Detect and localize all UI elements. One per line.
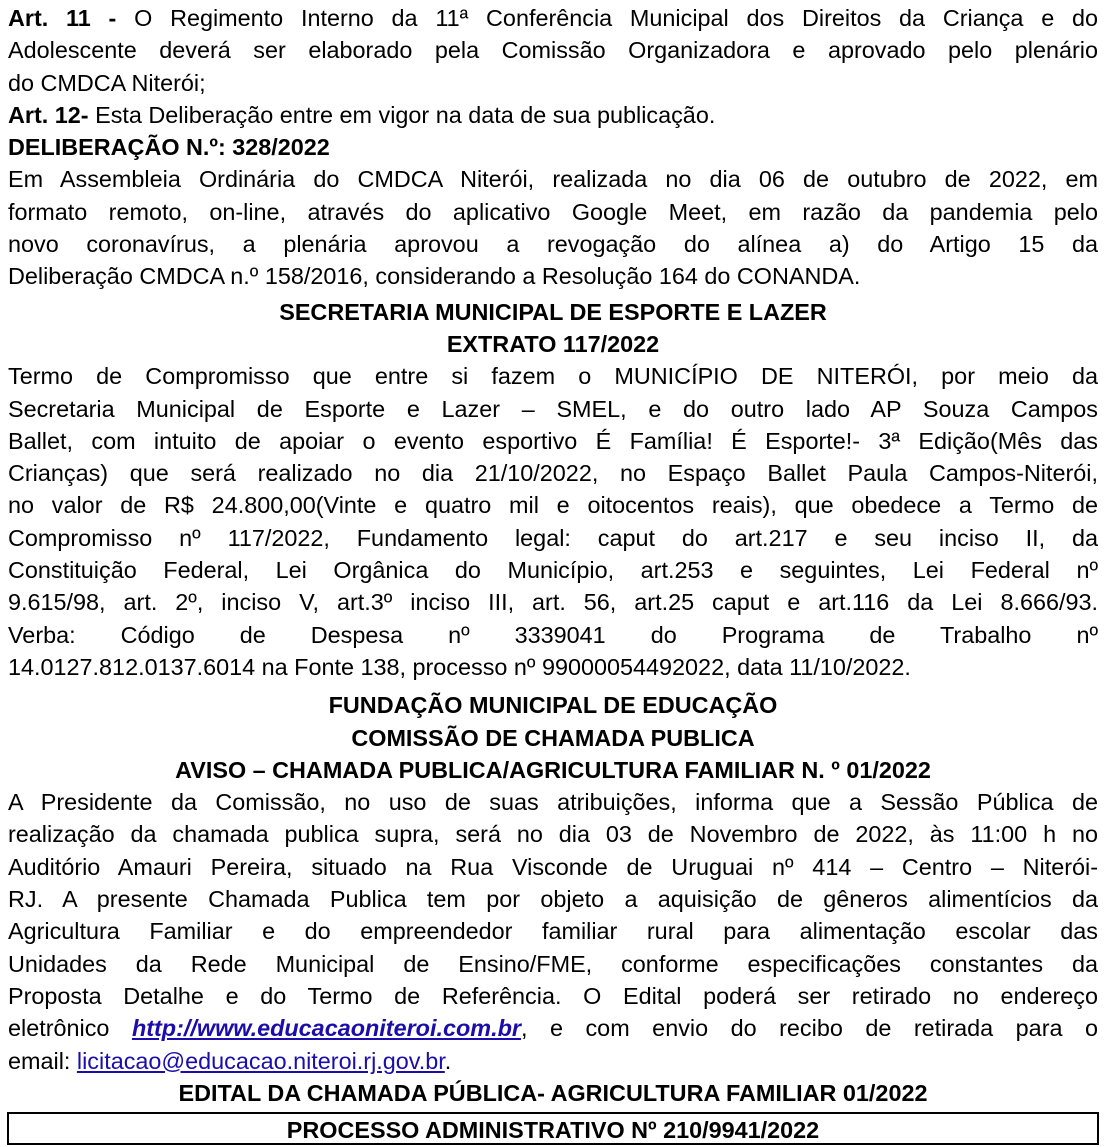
art12-label: Art. 12- [8, 101, 89, 128]
smel-line-10: 14.0127.812.0137.6014 na Fonte 138, processo nº 99000054492022, data 11/10/2022. [8, 653, 911, 680]
art11-line-1 [8, 2, 1098, 34]
smel-line-7: Constituição Federal, Lei Orgânica do Município, art.253 e seguintes, Lei Federal nº [8, 557, 1098, 584]
smel-line-5: no valor de R$ 24.800,00(Vinte e quatro mil e oitocentos reais), que obedece a Termo de [8, 492, 1098, 519]
art11-line-3: do CMDCA Niterói; [8, 69, 206, 96]
smel-line-9: Verba: Código de Despesa nº 3339041 do Programa de Trabalho nº [8, 621, 1098, 648]
fme-aviso: AVISO – CHAMADA PUBLICA/AGRICULTURA FAMILIAR N. º 01/2022 [175, 756, 931, 783]
deliberacao-heading [8, 131, 1098, 163]
fme-edital: EDITAL DA CHAMADA PÚBLICA- AGRICULTURA FAMILIAR 01/2022 [178, 1079, 928, 1106]
art11-text-1: O Regimento Interno da 11ª Conferência Municipal dos Direitos da Criança e do [116, 5, 1098, 31]
fme-email-link[interactable]: licitacao@educacao.niteroi.rj.gov.br [76, 1047, 445, 1074]
deliberacao-heading-text: DELIBERAÇÃO N.º: 328/2022 [8, 134, 330, 161]
fme-line-9-pre: email: [8, 1047, 77, 1074]
smel-line-2: Secretaria Municipal de Esporte e Lazer – SMEL, e do outro lado AP Souza Campos [8, 395, 1098, 422]
fme-line-1: A Presidente da Comissão, no uso de suas atribuições, informa que a Sessão Pública de [8, 789, 1098, 816]
fme-line-8 [8, 1012, 1098, 1044]
fme-line-9 [8, 1045, 1098, 1077]
fme-line-9-post: . [444, 1047, 452, 1074]
deliberacao-line-1: Em Assembleia Ordinária do CMDCA Niterói, realizada no dia 06 de outubro de 2022, em [8, 166, 1098, 193]
fme-line-2: realização da chamada publica supra, será no dia 03 de Novembro de 2022, às 11:00 h no [8, 821, 1098, 848]
fme-subtitle: COMISSÃO DE CHAMADA PUBLICA [351, 724, 755, 751]
smel-line-1: Termo de Compromisso que entre si fazem o MUNICÍPIO DE NITERÓI, por meio da [8, 363, 1098, 390]
fme-title: FUNDAÇÃO MUNICIPAL DE EDUCAÇÃO [328, 692, 778, 719]
art11-line-2: Adolescente deverá ser elaborado pela Comissão Organizadora e aprovado pelo plenário [8, 37, 1098, 64]
smel-subtitle: EXTRATO 117/2022 [446, 330, 660, 357]
smel-line-6: Compromisso nº 117/2022, Fundamento legal: caput do art.217 e seu inciso II, da [8, 524, 1098, 551]
art11-label: Art. 11 - [8, 5, 117, 31]
deliberacao-line-3: novo coronavírus, a plenária aprovou a revogação do alínea a) do Artigo 15 da [8, 231, 1098, 258]
fme-url-link[interactable]: http://www.educacaoniteroi.com.br [131, 1015, 521, 1042]
smel-line-8: 9.615/98, art. 2º, inciso V, art.3º inciso III, art. 56, art.25 caput e art.116 da Lei 8.666/93. [8, 589, 1098, 616]
fme-processo-box: PROCESSO ADMINISTRATIVO Nº 210/9941/2022 [7, 1112, 1099, 1145]
fme-line-5: Agricultura Familiar e do empreendedor familiar rural para alimentação escolar das [8, 918, 1098, 945]
smel-line-4: Crianças) que será realizado no dia 21/10/2022, no Espaço Ballet Paula Campos-Niterói, [8, 460, 1098, 487]
deliberacao-line-4: Deliberação CMDCA n.º 158/2016, considerando a Resolução 164 do CONANDA. [8, 263, 861, 290]
fme-line-7: Proposta Detalhe e do Termo de Referência. O Edital poderá ser retirado no endereço [8, 982, 1098, 1009]
fme-line-8-pre: eletrônico [8, 1015, 132, 1042]
fme-line-8-post: , e com envio do recibo de retirada para o [520, 1015, 1098, 1042]
fme-line-3: Auditório Amauri Pereira, situado na Rua Visconde de Uruguai nº 414 – Centro – Niterói- [8, 853, 1098, 880]
deliberacao-line-2: formato remoto, on-line, através do aplicativo Google Meet, em razão da pandemia pelo [8, 198, 1098, 225]
art12-text: Esta Deliberação entre em vigor na data de sua publicação. [88, 101, 716, 128]
art12-line [8, 99, 1098, 131]
fme-line-6: Unidades da Rede Municipal de Ensino/FME, conforme especificações constantes da [8, 950, 1098, 977]
smel-title: SECRETARIA MUNICIPAL DE ESPORTE E LAZER [279, 298, 827, 325]
fme-line-4: RJ. A presente Chamada Publica tem por objeto a aquisição de gêneros alimentícios da [8, 886, 1098, 913]
smel-line-3: Ballet, com intuito de apoiar o evento esportivo É Família! É Esporte!- 3ª Edição(Mês das [8, 427, 1098, 454]
